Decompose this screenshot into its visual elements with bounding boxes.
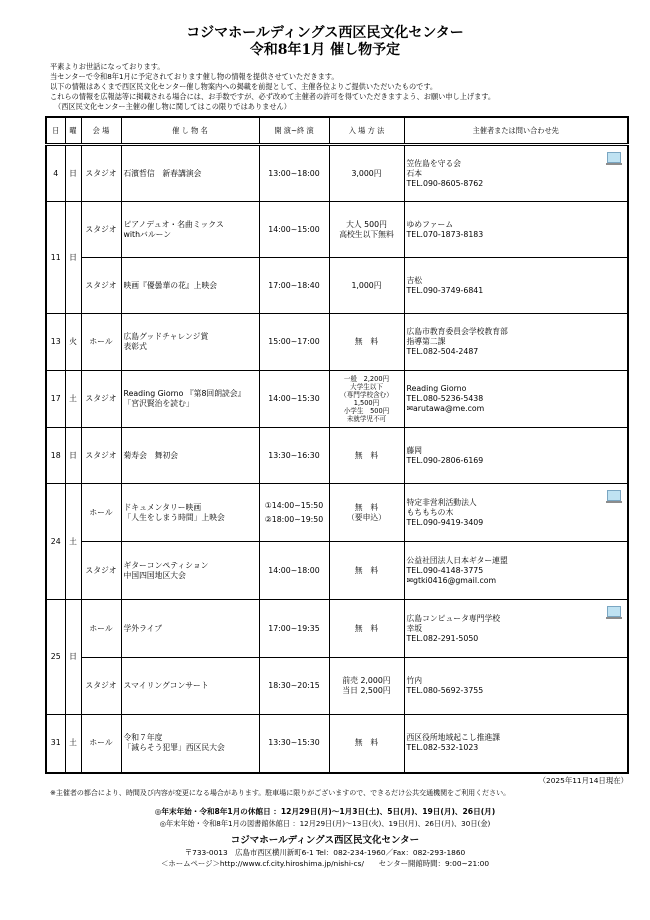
time-cell: 17:00~19:35 — [259, 600, 329, 658]
time-cell: 13:30~15:30 — [259, 715, 329, 773]
time-cell: 18:30~20:15 — [259, 658, 329, 715]
footer-web: ＜ホームページ＞http://www.cf.city.hiroshima.jp/nishi-cs/ センター開館時間：9:00~21:00 — [160, 858, 490, 868]
contact-text: 竹内 TEL.080-5692-3755 — [406, 676, 484, 695]
contact-text: ゆめファーム TEL.070-1873-8183 — [406, 219, 484, 239]
time-cell: 13:00~18:00 — [259, 145, 329, 202]
contact-text: 公益社団法人日本ギター連盟 TEL.090-4148-3775 ✉gtki0416@gmail.com — [406, 555, 508, 585]
contact-text: 藤岡 TEL.090-2806-6169 — [406, 445, 484, 465]
contact-text: 広島市教育委員会学校教育部 指導第二課 TEL.082-504-2487 — [406, 327, 508, 356]
event-title-cell: ピアノデュオ・名曲ミックス withバルーン — [121, 202, 259, 258]
day-cell: 31 — [46, 715, 65, 773]
venue-cell: スタジオ — [81, 202, 121, 258]
contact-text: 広島コンピュータ専門学校 幸坂 TEL.082-291-5050 — [406, 613, 501, 643]
computer-base — [606, 501, 622, 503]
event-title-cell: 令和７年度 「減らそう犯罪」西区民大会 — [121, 715, 259, 773]
day-cell: 11 — [46, 202, 65, 314]
intro-line: （西区民文化センター主催の催し物に関してはこの限りではありません） — [54, 102, 291, 111]
admission-cell: 一般 2,200円 大学生以下 （専門学校含む） 1,500円 小学生 500円 未就学児不可 — [329, 371, 404, 428]
table-row — [46, 428, 628, 484]
contact-cell — [404, 145, 628, 202]
admission-cell: 大人 500円 高校生以下無料 — [329, 202, 404, 258]
table-row — [46, 484, 628, 542]
venue-cell: ホール — [81, 484, 121, 542]
event-title-cell: 広島グッドチャレンジ賞 表彰式 — [121, 314, 259, 371]
event-title-cell: ギターコンペティション 中国四国地区大会 — [121, 542, 259, 600]
admission-cell: 無 料 — [329, 542, 404, 600]
day-cell: 25 — [46, 600, 65, 715]
admission-cell: 無 料 — [329, 314, 404, 371]
venue-cell: スタジオ — [81, 145, 121, 202]
venue-cell: ホール — [81, 314, 121, 371]
computer-screen — [607, 606, 621, 617]
admission-cell: 1,000円 — [329, 258, 404, 314]
weekday-cell: 土 — [65, 484, 81, 600]
weekday-cell: 日 — [65, 202, 81, 314]
contact-text: 吉松 TEL.090-3749-6841 — [406, 275, 484, 295]
contact-cell — [404, 484, 628, 542]
table-row — [46, 542, 628, 600]
col-header-admission: 入 場 方 法 — [329, 117, 404, 145]
day-cell: 17 — [46, 371, 65, 428]
admission-cell: 無 料 — [329, 428, 404, 484]
computer-screen — [607, 490, 621, 501]
table-row — [46, 145, 628, 202]
col-header-event: 催 し 物 名 — [121, 117, 259, 145]
event-title-cell: 菊寿会 舞初会 — [121, 428, 259, 484]
table-row — [46, 715, 628, 773]
intro-line: これらの情報を広報誌等に掲載される場合には、お手数ですが、必ず改めて主催者の許可を得ていただきますよう、お願い申し上げます。 — [50, 92, 496, 101]
contact-text: 西区役所地域起こし推進課 TEL.082-532-1023 — [406, 733, 501, 753]
time-cell: 14:00~18:00 — [259, 542, 329, 600]
table-row — [46, 658, 628, 715]
contact-text: 特定非営利活動法人 もちもちの木 TEL.090-9419-3409 — [406, 497, 484, 527]
contact-cell — [404, 600, 628, 658]
col-header-weekday: 曜 — [65, 117, 81, 145]
time-cell: 14:00~15:00 — [259, 202, 329, 258]
col-header-day: 日 — [46, 117, 65, 145]
weekday-cell: 日 — [65, 600, 81, 715]
admission-cell: 無 料 — [329, 600, 404, 658]
computer-icon — [607, 490, 621, 501]
contact-text: 笠佐島を守る会 石本 TEL.090-8605-8762 — [406, 158, 484, 188]
contact-text: Reading Giorno TEL.080-5236-5438 ✉arutawa@me.com — [406, 384, 485, 413]
table-row — [46, 314, 628, 371]
intro-text — [50, 62, 650, 112]
weekday-cell: 土 — [65, 715, 81, 773]
contact-cell — [404, 314, 628, 371]
contact-cell — [404, 542, 628, 600]
admission-cell: 無 料 （要申込） — [329, 484, 404, 542]
time-cell: 14:00~15:30 — [259, 371, 329, 428]
venue-cell: スタジオ — [81, 542, 121, 600]
notice-text: ※主催者の都合により、時間及び内容が変更になる場合があります。駐車場に限りがございますので、できるだけ公共交通機関をご利用ください。 — [50, 788, 511, 797]
weekday-cell: 日 — [65, 145, 81, 202]
table-row — [46, 371, 628, 428]
admission-cell: 3,000円 — [329, 145, 404, 202]
weekday-cell: 火 — [65, 314, 81, 371]
table-body — [46, 145, 628, 773]
intro-line: 平素よりお世話になっております。 — [50, 62, 165, 71]
contact-cell — [404, 715, 628, 773]
contact-cell — [404, 371, 628, 428]
venue-cell: スタジオ — [81, 658, 121, 715]
contact-cell — [404, 202, 628, 258]
footer-center-name: コジマホールディングス西区民文化センター — [230, 834, 420, 846]
weekday-cell: 土 — [65, 371, 81, 428]
venue-cell: スタジオ — [81, 371, 121, 428]
computer-base — [606, 617, 622, 619]
col-header-contact: 主催者または問い合わせ先 — [404, 117, 628, 145]
day-cell: 24 — [46, 484, 65, 600]
contact-cell — [404, 658, 628, 715]
contact-cell — [404, 428, 628, 484]
computer-icon — [607, 606, 621, 617]
event-title-cell: スマイリングコンサート — [121, 658, 259, 715]
col-header-venue: 会 場 — [81, 117, 121, 145]
as-of-date: （2025年11月14日現在） — [538, 775, 628, 785]
time-cell: ①14:00~15:50 ②18:00~19:50 — [259, 484, 329, 542]
venue-cell: ホール — [81, 715, 121, 773]
intro-line: 当センターで令和8年1月に予定されております催し物の情報を提供させていただきます。 — [50, 72, 339, 81]
intro-line: 以下の情報はあくまで西区民文化センター催し物案内への掲載を前提として、主催各位よりご提供いただいたものです。 — [50, 82, 438, 91]
event-title-cell: 石濱哲信 新春講演会 — [121, 145, 259, 202]
computer-screen — [607, 152, 621, 163]
contact-cell — [404, 258, 628, 314]
event-schedule-table — [45, 116, 629, 774]
day-cell: 13 — [46, 314, 65, 371]
footer-address: 〒733-0013 広島市西区横川新町6-1 Tel：082-234-1960／Fax：082-293-1860 — [184, 847, 466, 857]
computer-icon — [607, 152, 621, 163]
table-row — [46, 202, 628, 258]
page-title: コジマホールディングス西区民文化センター — [186, 25, 464, 41]
venue-cell: スタジオ — [81, 258, 121, 314]
event-title-cell: Reading Giorno 『第8回朗読会』 「宮沢賢治を読む」 — [121, 371, 259, 428]
event-title-cell: 映画『優曇華の花』上映会 — [121, 258, 259, 314]
venue-cell: スタジオ — [81, 428, 121, 484]
event-title-cell: 学外ライブ — [121, 600, 259, 658]
day-cell: 4 — [46, 145, 65, 202]
time-cell: 13:30~16:30 — [259, 428, 329, 484]
closed-days: ◎年末年始・令和8年1月の休館日 ：12月29日(月)～1月3日(土)、5日(月)、19日(月)、26日(月) — [154, 806, 496, 816]
venue-cell: ホール — [81, 600, 121, 658]
day-cell: 18 — [46, 428, 65, 484]
admission-cell: 無 料 — [329, 715, 404, 773]
col-header-time: 開 演~終 演 — [259, 117, 329, 145]
admission-cell: 前売 2,000円 当日 2,500円 — [329, 658, 404, 715]
table-header-row — [46, 117, 628, 145]
page-subtitle: 令和8年1月 催し物予定 — [249, 42, 401, 58]
time-cell: 15:00~17:00 — [259, 314, 329, 371]
computer-base — [606, 163, 622, 165]
table-row — [46, 258, 628, 314]
event-title-cell: ドキュメンタリー映画 「人生をしまう時間」上映会 — [121, 484, 259, 542]
library-closed-days: ◎年末年始・令和8年1月の図書館休館日 ：12月29日(月)～13日(火)、19日(月)、26日(月)、30日(金) — [159, 818, 491, 828]
time-cell: 17:00~18:40 — [259, 258, 329, 314]
weekday-cell: 日 — [65, 428, 81, 484]
table-row — [46, 600, 628, 658]
